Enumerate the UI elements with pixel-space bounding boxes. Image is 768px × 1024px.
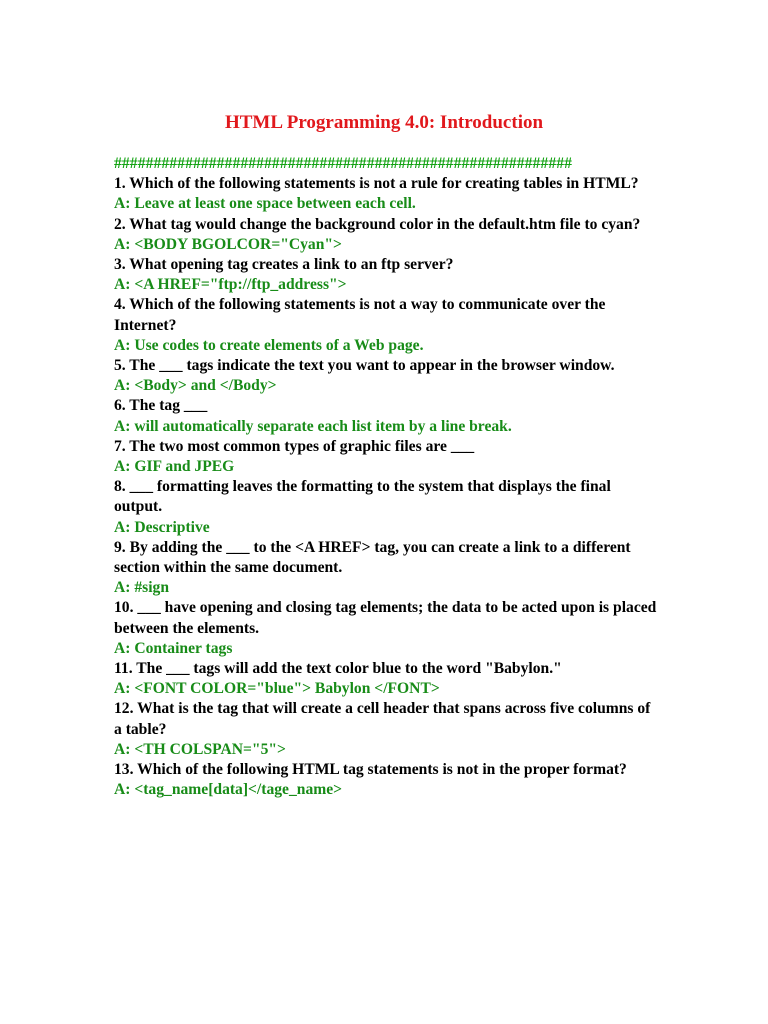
answer-text: A: <BODY BGOLCOR="Cyan"> <box>114 235 342 253</box>
answer-text: A: Container tags <box>114 639 233 657</box>
question-text: 2. What tag would change the background color in the default.htm file to cyan? <box>114 215 641 233</box>
qa-item <box>114 215 659 255</box>
qa-list <box>114 154 659 801</box>
qa-item <box>114 295 659 356</box>
answer-text: A: Descriptive <box>114 518 210 536</box>
question-text: 11. The ___ tags will add the text color blue to the word "Babylon." <box>114 660 562 678</box>
answer-text: A: <Body> and </Body> <box>114 377 277 395</box>
qa-item <box>114 356 659 396</box>
answer-text: A: <tag_name[data]</tage_name> <box>114 781 343 799</box>
qa-item <box>114 477 659 538</box>
answer-text: A: GIF and JPEG <box>114 458 235 476</box>
question-text: 6. The tag ___ <box>114 397 208 415</box>
question-text: 12. What is the tag that will create a cell header that spans across five columns of a table? <box>114 700 655 738</box>
qa-item <box>114 255 659 295</box>
qa-item <box>114 538 659 599</box>
answer-text: A: Leave at least one space between each cell. <box>114 195 416 213</box>
qa-item <box>114 659 659 699</box>
question-text: 3. What opening tag creates a link to an ftp server? <box>114 256 454 274</box>
qa-item <box>114 174 659 214</box>
question-text: 4. Which of the following statements is not a way to communicate over the Internet? <box>114 296 610 334</box>
qa-item <box>114 437 659 477</box>
document-title: HTML Programming 4.0: Introduction <box>224 112 544 133</box>
qa-item <box>114 598 659 659</box>
question-text: 8. ___ formatting leaves the formatting to the system that displays the final output. <box>114 478 615 516</box>
qa-item <box>114 699 659 760</box>
answer-text: A: <A HREF="ftp://ftp_address"> <box>114 276 347 294</box>
question-text: 13. Which of the following HTML tag statements is not in the proper format? <box>114 761 627 779</box>
question-text: 10. ___ have opening and closing tag elements; the data to be acted upon is placed between the elements. <box>114 599 661 637</box>
qa-item <box>114 760 659 800</box>
answer-text: A: <TH COLSPAN="5"> <box>114 740 286 758</box>
question-text: 1. Which of the following statements is not a rule for creating tables in HTML? <box>114 175 639 193</box>
answer-text: A: will automatically separate each list item by a line break. <box>114 417 512 435</box>
question-text: 5. The ___ tags indicate the text you want to appear in the browser window. <box>114 357 615 375</box>
answer-text: A: Use codes to create elements of a Web page. <box>114 336 424 354</box>
question-text: 7. The two most common types of graphic files are ___ <box>114 437 475 455</box>
answer-text: A: <FONT COLOR="blue"> Babylon </FONT> <box>114 680 440 698</box>
question-text: 9. By adding the ___ to the <A HREF> tag, you can create a link to a different section within the same document. <box>114 538 635 577</box>
divider-line: ########################################################## <box>114 155 573 172</box>
qa-item <box>114 396 659 436</box>
answer-text: A: #sign <box>114 579 170 597</box>
